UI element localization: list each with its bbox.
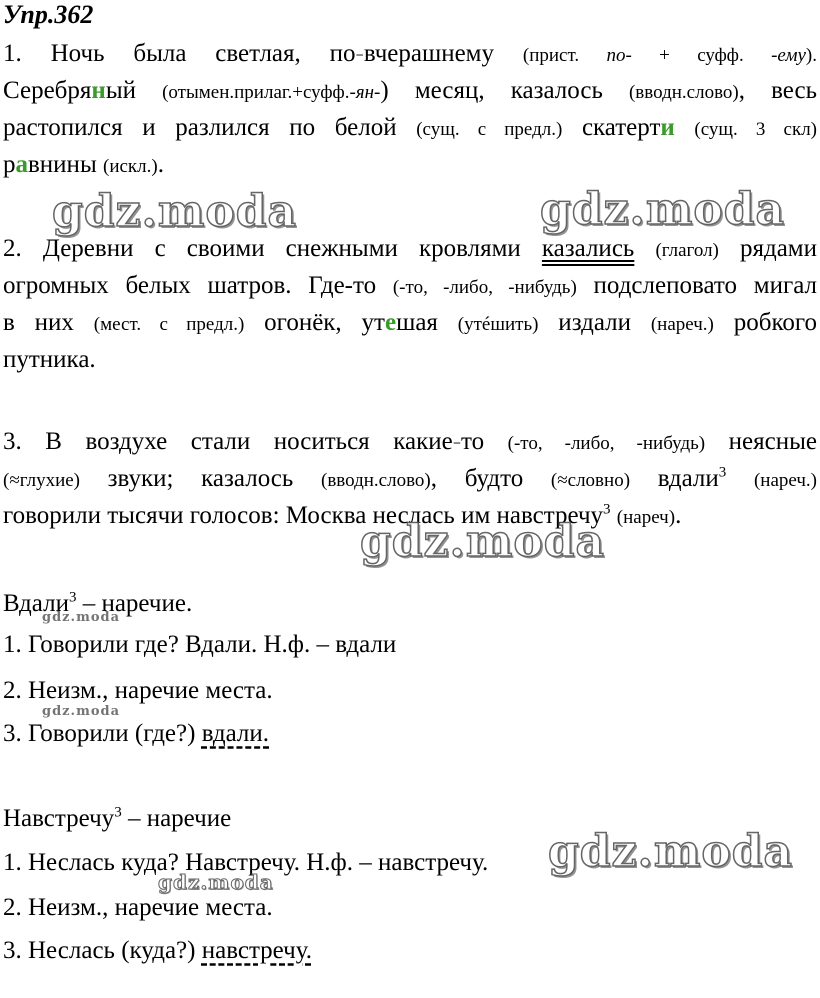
exercise-title: Упр.362 [3, 0, 94, 29]
section-vdali-heading: Вдали$^3$ – наречие. [3, 589, 193, 617]
watermark-small: gdz.moda [42, 610, 121, 625]
watermark-logo: gdz.moda [52, 186, 298, 237]
section-vdali-item-3: 3. Говорили (где?) вдали. [3, 720, 270, 747]
watermark-small: gdz.moda [42, 704, 121, 719]
section-vdali-item-2: 2. Неизм., наречие места. [3, 677, 273, 704]
watermark-logo: gdz.moda [548, 826, 794, 877]
p3-line-1: 3. В воздухе стали носиться какие-то (-то, -либо, -нибудь) неясные [3, 428, 817, 455]
section-navstrechu-item-1: 1. Неслась куда? Навстречу. Н.ф. – навстречу. [3, 849, 489, 876]
p3-line-2: (≈глухие) звуки; казалось (вводн.слово), будто (≈словно) вдали$^3$ (нареч.) [3, 464, 818, 492]
section-navstrechu-item-3: 3. Неслась (куда?) навстречу. [3, 937, 312, 964]
p2-line-3: в них (мест. с предл.) огонёк, утешая (утéшить) издали (нареч.) робкого [3, 309, 817, 336]
section-navstrechu-item-2: 2. Неизм., наречие места. [3, 894, 273, 921]
p3-line-3: говорили тысячи голосов: Москва неслась им навстречу$^3$ (нареч). [3, 501, 682, 529]
p1-line-1: 1. Ночь была светлая, по-вчерашнему (прист. по- + суфф. -ему). [3, 40, 817, 67]
p1-line-4: равнины (искл.). [3, 151, 164, 178]
section-vdali-item-1: 1. Говорили где? Вдали. Н.ф. – вдали [3, 631, 397, 658]
watermark-logo: gdz.moda [360, 516, 606, 567]
p2-line-4: путника. [3, 346, 96, 373]
section-navstrechu-heading: Навстречу$^3$ – наречие [3, 804, 232, 832]
p2-line-1: 2. Деревни с своими снежными кровлями казались (глагол) рядами [3, 235, 818, 262]
watermark-logo: gdz.moda [158, 870, 274, 894]
paragraph-2 [3, 231, 817, 377]
p1-line-2: Серебряный (отымен.прилаг.+суфф.-ян-) месяц, казалось (вводн.слово), весь [3, 77, 817, 104]
watermark-logo: gdz.moda [540, 184, 786, 235]
paragraph-1 [3, 36, 817, 184]
p1-line-3: растопился и разлился по белой (сущ. с предл.) скатерти (сущ. 3 скл) [3, 114, 817, 141]
p2-line-2: огромных белых шатров. Где-то (-то, -либо, -нибудь) подслеповато мигал [3, 272, 817, 299]
